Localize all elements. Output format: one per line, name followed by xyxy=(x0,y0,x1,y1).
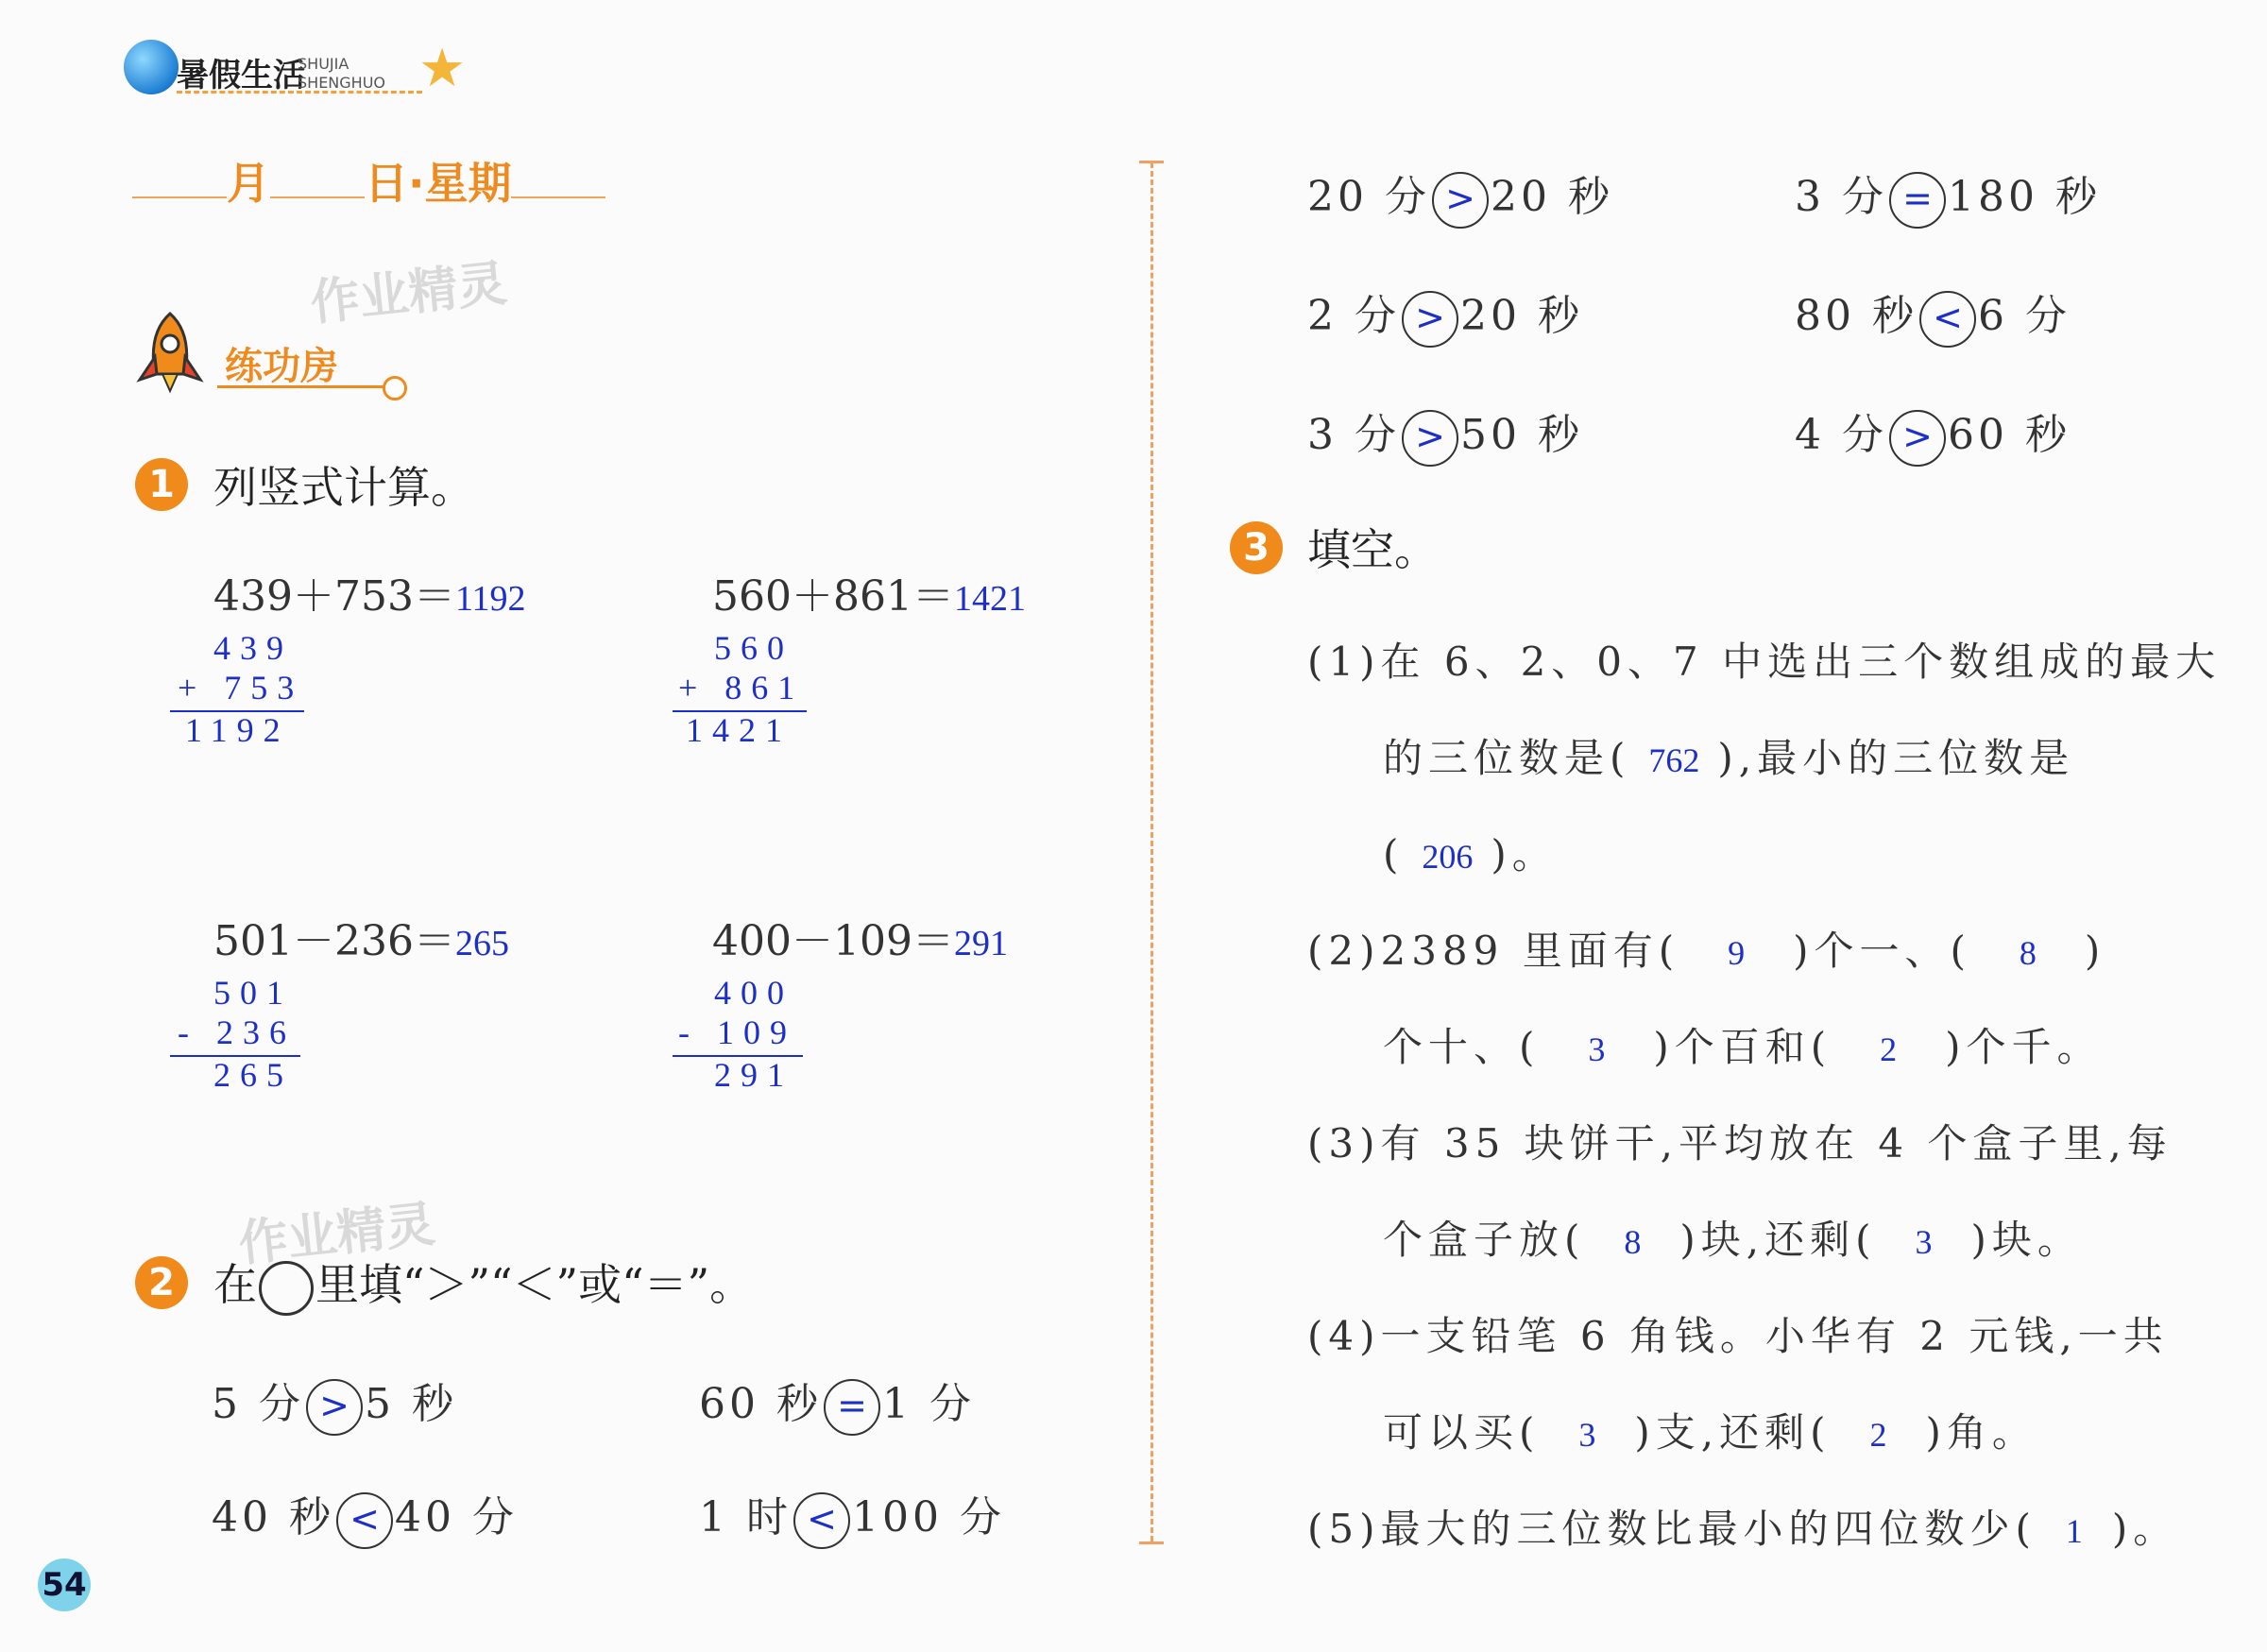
fill-answer[interactable]: 2 xyxy=(1880,1030,1898,1068)
fill-line xyxy=(1307,920,2105,977)
question-title-2 xyxy=(213,1251,753,1316)
date-line xyxy=(132,149,605,212)
rocket-icon xyxy=(132,310,208,395)
calc-expression: 400－109＝ xyxy=(712,917,954,965)
compare-left: 4 分 xyxy=(1795,411,1887,459)
title-text-pre: 在 xyxy=(213,1259,257,1310)
vertical-top: 560 xyxy=(714,629,793,667)
compare-left: 40 秒 xyxy=(212,1493,334,1541)
compare-right: 100 分 xyxy=(851,1493,1005,1541)
star-icon: ★ xyxy=(418,38,467,99)
compare-circle[interactable]: < xyxy=(1919,291,1976,348)
vertical-top: 400 xyxy=(714,974,793,1012)
compare-left: 1 时 xyxy=(699,1493,792,1541)
logo-pinyin-1: SHUJIA xyxy=(298,55,349,73)
logo-pinyin xyxy=(298,55,385,93)
fill-line xyxy=(1383,1402,2037,1458)
compare-right: 20 秒 xyxy=(1490,173,1613,221)
fill-answer[interactable]: 206 xyxy=(1422,838,1474,876)
compare-circle[interactable]: < xyxy=(336,1492,393,1549)
calc-item-4 xyxy=(712,907,1008,967)
fill-text: ( xyxy=(1383,831,1405,877)
divider-cap-bottom xyxy=(1139,1541,1164,1544)
fill-answer[interactable]: 762 xyxy=(1648,741,1700,779)
compare-circle[interactable]: > xyxy=(1402,410,1458,467)
compare-item xyxy=(1307,281,1583,348)
compare-item xyxy=(1307,162,1613,229)
calc-answer[interactable]: 265 xyxy=(454,924,509,963)
month-blank[interactable] xyxy=(132,193,227,198)
vertical-result: 291 xyxy=(714,1056,793,1094)
compare-left: 3 分 xyxy=(1795,173,1887,221)
calc-expression: 501－236＝ xyxy=(213,917,455,965)
fill-answer[interactable]: 2 xyxy=(1869,1416,1887,1454)
vertical-operand: + 861 xyxy=(678,669,805,707)
fill-text: 个盒子放( xyxy=(1383,1217,1586,1263)
compare-item xyxy=(212,1370,457,1436)
compare-right: 20 秒 xyxy=(1459,292,1583,340)
compare-left: 2 分 xyxy=(1307,292,1400,340)
compare-left: 3 分 xyxy=(1307,411,1400,459)
fill-text: )个百和( xyxy=(1653,1024,1832,1070)
fill-text: (2)2389 里面有( xyxy=(1307,928,1680,974)
fill-answer[interactable]: 8 xyxy=(1624,1223,1642,1261)
fill-text: )角。 xyxy=(1925,1409,2037,1456)
fill-line xyxy=(1383,1209,2083,1266)
compare-circle[interactable]: < xyxy=(793,1492,850,1549)
compare-circle[interactable]: > xyxy=(1402,291,1458,348)
compare-circle[interactable]: > xyxy=(1889,410,1946,467)
vertical-result: 265 xyxy=(213,1056,293,1094)
calc-item-3 xyxy=(213,907,509,967)
compare-right: 1 分 xyxy=(881,1380,975,1428)
compare-right: 6 分 xyxy=(1977,292,2071,340)
logo-title: 暑假生活 xyxy=(177,57,305,94)
fill-text: 的三位数是( xyxy=(1383,735,1631,781)
fill-line xyxy=(1383,1016,2103,1073)
fill-text: )个一、( xyxy=(1793,928,1971,974)
logo-underline xyxy=(177,91,422,94)
month-label: 月 xyxy=(227,158,270,209)
compare-item xyxy=(1795,162,2101,229)
compare-left: 60 秒 xyxy=(699,1380,822,1428)
fill-text: )块。 xyxy=(1970,1217,2083,1263)
calc-item-2 xyxy=(712,562,1026,622)
compare-circle[interactable]: > xyxy=(1432,172,1489,229)
logo-pinyin-2: SHENGHUO xyxy=(298,74,385,92)
vertical-operand: - 109 xyxy=(678,1013,796,1051)
fill-answer[interactable]: 3 xyxy=(1578,1416,1596,1454)
section-title: 练功房 xyxy=(225,345,338,388)
compare-right: 5 秒 xyxy=(364,1380,457,1428)
compare-left: 80 秒 xyxy=(1795,292,1918,340)
question-title-3: 填空。 xyxy=(1307,524,1438,575)
fill-answer[interactable]: 3 xyxy=(1915,1223,1933,1261)
compare-circle[interactable]: = xyxy=(1889,172,1946,229)
fill-answer[interactable]: 1 xyxy=(2065,1512,2083,1550)
question-title-1: 列竖式计算。 xyxy=(213,462,474,513)
fill-answer[interactable]: 3 xyxy=(1588,1030,1606,1068)
vertical-top: 439 xyxy=(213,629,293,667)
fill-line xyxy=(1383,727,2074,784)
calc-answer[interactable]: 1421 xyxy=(953,579,1026,619)
calc-expression: 439＋753＝ xyxy=(213,572,455,621)
fill-line xyxy=(1307,1498,2178,1555)
day-blank[interactable] xyxy=(270,193,365,198)
compare-item xyxy=(1795,281,2071,348)
fill-line xyxy=(1383,824,1558,880)
question-number-2: 2 xyxy=(135,1256,188,1309)
fill-line: (4)一支铅笔 6 角钱。小华有 2 元钱,一共 xyxy=(1307,1313,2169,1359)
compare-right: 50 秒 xyxy=(1459,411,1583,459)
fill-text: )个千。 xyxy=(1945,1024,2103,1070)
compare-item xyxy=(1307,400,1583,467)
section-underline xyxy=(217,385,393,388)
vertical-result: 1421 xyxy=(686,711,792,749)
title-text-post: 里填“＞”“＜”或“＝”。 xyxy=(315,1259,754,1310)
compare-item xyxy=(212,1483,518,1549)
globe-icon xyxy=(124,40,179,94)
vertical-operand: + 753 xyxy=(178,669,304,707)
weekday-label: 日·星期 xyxy=(365,158,512,209)
fill-answer[interactable]: 9 xyxy=(1728,934,1746,972)
fill-line: (1)在 6、2、0、7 中选出三个数组成的最大 xyxy=(1307,639,2222,685)
compare-right: 180 秒 xyxy=(1947,173,2101,221)
calc-answer[interactable]: 291 xyxy=(953,924,1008,963)
fill-text: )。 xyxy=(1491,831,1558,877)
logo xyxy=(118,36,477,111)
fill-line: (3)有 35 块饼干,平均放在 4 个盒子里,每 xyxy=(1307,1120,2173,1167)
calc-expression: 560＋861＝ xyxy=(712,572,954,621)
compare-left: 20 分 xyxy=(1307,173,1430,221)
weekday-blank[interactable] xyxy=(511,193,605,198)
compare-circle[interactable]: > xyxy=(306,1379,363,1436)
compare-circle[interactable]: = xyxy=(824,1379,880,1436)
page-number: 54 xyxy=(38,1558,91,1611)
divider-cap-top xyxy=(1139,161,1164,163)
vertical-top: 501 xyxy=(213,974,293,1012)
watermark: 作业精灵 xyxy=(308,255,510,332)
compare-right: 40 分 xyxy=(394,1493,518,1541)
compare-left: 5 分 xyxy=(212,1380,304,1428)
page-divider xyxy=(1151,162,1153,1541)
fill-text: (5)最大的三位数比最小的四位数少( xyxy=(1307,1506,2037,1552)
compare-item xyxy=(699,1483,1005,1549)
fill-text: )。 xyxy=(2111,1506,2179,1552)
fill-text: )支,还剩( xyxy=(1634,1409,1832,1456)
vertical-result: 1192 xyxy=(185,711,290,749)
fill-text: 个十、( xyxy=(1383,1024,1541,1070)
compare-item xyxy=(699,1370,975,1436)
question-number-3: 3 xyxy=(1230,521,1283,574)
fill-text: )块,还剩( xyxy=(1679,1217,1877,1263)
fill-answer[interactable]: 8 xyxy=(2019,934,2037,972)
fill-text: 可以买( xyxy=(1383,1409,1541,1456)
calc-answer[interactable]: 1192 xyxy=(454,579,526,619)
watermark: 作业精灵 xyxy=(236,1196,438,1273)
compare-right: 60 秒 xyxy=(1947,411,2071,459)
vertical-operand: - 236 xyxy=(178,1013,296,1051)
calc-item-1 xyxy=(213,562,526,622)
section-underline-dot xyxy=(383,376,407,400)
compare-item xyxy=(1795,400,2071,467)
fill-text: ) xyxy=(2084,928,2106,974)
fill-text: ),最小的三位数是 xyxy=(1717,735,2075,781)
blank-circle-icon xyxy=(259,1261,314,1316)
question-number-1: 1 xyxy=(135,458,188,511)
